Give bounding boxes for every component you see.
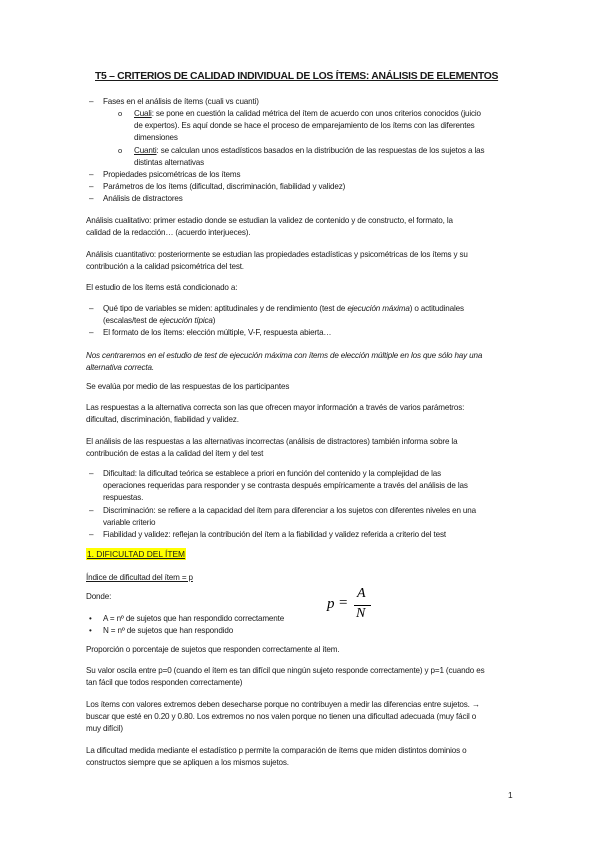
round-bullet: • (89, 626, 92, 635)
paragraph-correct-answers-line2: dificultad, discriminación, fiabilidad y validez. (86, 415, 239, 424)
outline-item-properties: Propiedades psicométricas de los ítems (103, 170, 241, 179)
param-difficulty-line2: operaciones requeridas para responder y se contrasta después empíricamente a través del análisis de las (103, 481, 468, 490)
outline-sub-cuanti-line2: distintas alternativas (134, 158, 205, 167)
outline-sub-cuanti-text: : se calculan unos estadísticos basados en la distribución de las respuestas de los sujetos a las (156, 146, 485, 155)
difficulty-index-label: Índice de dificultad del ítem = p (86, 573, 193, 582)
param-discrimination-line1: Discriminación: se refiere a la capacidad del ítem para diferenciar a los sujetos con diferentes niveles en una (103, 506, 476, 515)
paragraph-evaluated: Se evalúa por medio de las respuestas de los participantes (86, 382, 290, 391)
paragraph-focus-line1: Nos centraremos en el estudio de test de ejecución máxima con ítems de elección múltiple en los que sólo hay una (86, 351, 483, 360)
outline-item-distractors: Análisis de distractores (103, 194, 183, 203)
condition-item-variables-line2-c: ) (212, 316, 216, 325)
outline-sub-cuanti (134, 145, 484, 157)
condition-item-variables-line2-a: (escalas/test de (103, 316, 160, 325)
paragraph-incorrect-answers-line2: contribución de estas a la calidad del ítem y del test (86, 449, 264, 458)
paragraph-quantitative-line1: Análisis cuantitativo: posteriormente se estudian las propiedades estadísticas y psicométricas de los ítems y su (86, 250, 468, 259)
definition-a: A = nº de sujetos que han respondido correctamente (103, 614, 285, 623)
outline-item-parameters: Parámetros de los ítems (dificultad, discriminación, fiabilidad y validez) (103, 182, 346, 191)
outline-sub-cuanti-label: Cuanti (134, 146, 157, 155)
paragraph-qualitative (86, 215, 526, 239)
formula-numerator: A (357, 586, 366, 601)
param-discrimination-line2: variable criterio (103, 518, 156, 527)
paragraph-conditioned: El estudio de los ítems está condicionado a: (86, 283, 238, 292)
outline-sub-cuali-text: : se pone en cuestión la calidad métrica del ítem de acuerdo con unos criterios conocidos (juicio (151, 109, 481, 118)
page-number: 1 (508, 790, 513, 800)
paragraph-extremes (86, 699, 526, 735)
where-label: Donde: (86, 592, 112, 601)
condition-item-variables-c: ) o actitudinales (409, 304, 464, 313)
paragraph-measured-difficulty (86, 745, 526, 769)
dash-bullet: – (89, 469, 94, 478)
outline-sub-cuali-label: Cuali (134, 109, 152, 118)
paragraph-range-line2: tan fácil que todos responden correctamente) (86, 678, 243, 687)
paragraph-qualitative-line2: calidad de la redacción… (acuerdo interjueces). (86, 228, 251, 237)
param-difficulty-line1: Dificultad: la dificultad teórica se establece a priori en función del contenido y la complejidad de las (103, 469, 442, 478)
paragraph-quantitative-line2: contribución a la calidad psicométrica del test. (86, 262, 244, 271)
condition-item-variables-line2 (103, 315, 215, 327)
paragraph-quantitative (86, 249, 526, 273)
paragraph-extremes-line3: muy difícil) (86, 724, 123, 733)
condition-item-variables-line2-b: ejecución típica (159, 316, 213, 325)
section-heading-difficulty: 1. DIFICULTAD DEL ÍTEM (87, 549, 186, 559)
paragraph-incorrect-answers (86, 436, 526, 460)
condition-item-format: El formato de los ítems: elección múltiple, V-F, respuesta abierta… (103, 328, 332, 337)
difficulty-formula (327, 586, 387, 626)
paragraph-range (86, 665, 526, 689)
formula-denominator: N (356, 606, 366, 621)
condition-item-variables (103, 303, 464, 315)
condition-item-variables-b: ejecución máxima (347, 304, 410, 313)
paragraph-qualitative-line1: Análisis cualitativo: primer estadio donde se estudian la validez de contenido y de constructo, el formato, la (86, 216, 453, 225)
paragraph-correct-answers-line1: Las respuestas a la alternativa correcta son las que ofrecen mayor información a través de varios parámetros: (86, 403, 465, 412)
dash-bullet: – (89, 170, 94, 179)
paragraph-extremes-line1: Los ítems con valores extremos deben desecharse porque no contribuyen a medir las diferencias entre sujetos. → (86, 700, 480, 709)
dash-bullet: – (89, 506, 94, 515)
outline-sub-cuali-line2: de expertos). Es aquí donde se hace el proceso de emparejamiento de los ítems con las diferentes (134, 121, 475, 130)
dash-bullet: – (89, 194, 94, 203)
dash-bullet: – (89, 182, 94, 191)
dash-bullet: – (89, 328, 94, 337)
condition-item-variables-a: Qué tipo de variables se miden: aptitudinales y de rendimiento (test de (103, 304, 348, 313)
paragraph-correct-answers (86, 402, 526, 426)
paragraph-incorrect-answers-line1: El análisis de las respuestas a las alternativas incorrectas (análisis de distractores) también informa sobre la (86, 437, 458, 446)
paragraph-range-line1: Su valor oscila entre p=0 (cuando el ítem es tan difícil que ningún sujeto responde correctamente) y p=1 (cuando es (86, 666, 485, 675)
paragraph-measured-difficulty-line1: La dificultad medida mediante el estadístico p permite la comparación de ítems que miden distintos dominios o (86, 746, 467, 755)
dash-bullet: – (89, 530, 94, 539)
circle-bullet: o (118, 146, 123, 155)
paragraph-measured-difficulty-line2: constructos siempre que se apliquen a los mismos sujetos. (86, 758, 289, 767)
circle-bullet: o (118, 109, 123, 118)
formula-p: p (327, 596, 335, 612)
round-bullet: • (89, 614, 92, 623)
formula-equals: = (339, 595, 348, 611)
outline-sub-cuali-line3: dimensiones (134, 133, 178, 142)
paragraph-proportion: Proporción o porcentaje de sujetos que responden correctamente al ítem. (86, 645, 340, 654)
paragraph-focus-line2: alternativa correcta. (86, 363, 154, 372)
dash-bullet: – (89, 97, 94, 106)
param-reliability-validity: Fiabilidad y validez: reflejan la contribución del ítem a la fiabilidad y validez referida a criterio del test (103, 530, 446, 539)
paragraph-focus (86, 350, 526, 374)
outline-item-phases: Fases en el análisis de ítems (cuali vs cuanti) (103, 97, 259, 106)
document-title: T5 – CRITERIOS DE CALIDAD INDIVIDUAL DE LOS ÍTEMS: ANÁLISIS DE ELEMENTOS (95, 71, 499, 82)
outline-sub-cuali (134, 108, 481, 120)
paragraph-extremes-line2: buscar que esté en 0.20 y 0.80. Los extremos no nos valen porque no tienen una dificultad adecuada (muy fácil o (86, 712, 477, 721)
definition-n: N = nº de sujetos que han respondido (103, 626, 234, 635)
param-difficulty-line3: respuestas. (103, 493, 144, 502)
dash-bullet: – (89, 304, 94, 313)
